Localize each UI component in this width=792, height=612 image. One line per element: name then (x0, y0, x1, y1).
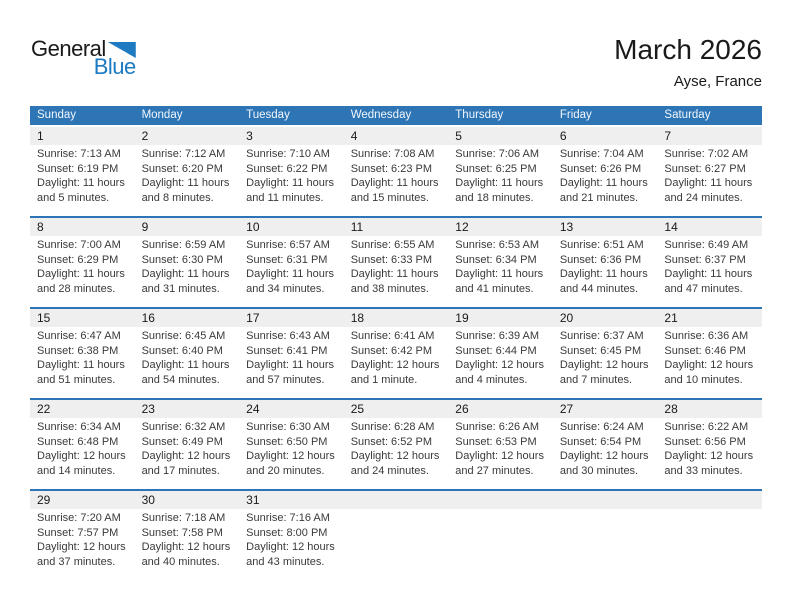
day-number: 15 (37, 311, 51, 325)
day-number: 19 (455, 311, 469, 325)
day-detail-line: Sunrise: 6:49 AM (664, 239, 749, 251)
logo (31, 38, 136, 77)
day-number: 16 (141, 311, 155, 325)
day-detail-line: and 18 minutes. (455, 191, 534, 204)
day-number: 28 (664, 402, 678, 416)
day-detail-line: Sunrise: 6:53 AM (455, 239, 540, 251)
day-number: 25 (350, 402, 365, 416)
day-detail-line: and 5 minutes. (37, 191, 110, 204)
day-detail-line: and 54 minutes. (141, 373, 220, 386)
day-detail-line: Daylight: 11 hours (141, 359, 230, 371)
day-number: 12 (455, 220, 469, 234)
weeks-container (30, 127, 762, 580)
day-cell (30, 147, 135, 205)
day-details-band (30, 145, 762, 216)
day-detail-line: Sunrise: 6:22 AM (664, 421, 749, 433)
day-detail-line: Sunrise: 7:02 AM (664, 148, 749, 160)
day-detail-line: and 1 minute. (350, 373, 418, 386)
day-number (657, 491, 762, 509)
day-detail-line: Sunset: 6:22 PM (246, 162, 328, 175)
day-cell (344, 147, 449, 205)
day-cell (239, 147, 344, 205)
day-cell (553, 147, 658, 205)
day-detail-line: Sunset: 6:37 PM (664, 253, 746, 266)
week-row (30, 216, 762, 307)
weekday-header-row (30, 106, 762, 125)
day-detail-line: and 41 minutes. (455, 282, 534, 295)
day-number: 4 (350, 129, 358, 143)
day-number: 29 (37, 493, 51, 507)
weekday-header-saturday: Saturday (664, 109, 711, 121)
day-cell (344, 511, 449, 569)
day-detail-line: and 43 minutes. (246, 555, 325, 568)
day-detail-line: and 21 minutes. (559, 191, 639, 204)
day-detail-line: Sunrise: 6:26 AM (455, 421, 540, 433)
day-detail-line: Sunset: 7:58 PM (141, 526, 223, 539)
day-detail-line: Sunrise: 6:39 AM (455, 330, 540, 342)
day-detail-line: and 57 minutes. (246, 373, 325, 386)
day-detail-line: Sunset: 6:20 PM (141, 162, 223, 175)
day-cell (657, 238, 762, 296)
day-detail-line: Daylight: 11 hours (455, 268, 544, 280)
day-cell (135, 511, 240, 569)
week-row (30, 307, 762, 398)
day-detail-line: Sunset: 6:36 PM (559, 253, 642, 266)
day-number: 14 (664, 220, 678, 234)
day-cell (239, 238, 344, 296)
day-detail-line: Sunrise: 7:16 AM (246, 512, 330, 524)
day-cell (344, 238, 449, 296)
day-cell (448, 238, 553, 296)
day-detail-line: and 27 minutes. (455, 464, 534, 477)
day-detail-line: Daylight: 11 hours (246, 177, 334, 189)
day-detail-line: Sunrise: 6:59 AM (141, 239, 226, 251)
day-detail-line: Sunrise: 7:04 AM (559, 148, 644, 160)
titles (614, 34, 762, 94)
day-detail-line: Sunset: 6:53 PM (455, 435, 537, 448)
day-number: 6 (559, 129, 567, 143)
day-detail-line: Daylight: 11 hours (141, 177, 230, 189)
day-number (344, 491, 449, 509)
week-row (30, 127, 762, 216)
day-number-band (30, 127, 762, 145)
day-detail-line: Daylight: 12 hours (455, 359, 544, 371)
day-cell (239, 420, 344, 478)
day-cell (30, 329, 135, 387)
day-number: 7 (664, 129, 672, 143)
day-details-band (30, 236, 762, 307)
day-detail-line: Sunset: 7:57 PM (37, 526, 119, 539)
day-detail-line: Daylight: 11 hours (246, 359, 334, 371)
day-detail-line: Sunset: 6:52 PM (350, 435, 433, 448)
day-detail-line: Sunset: 6:33 PM (350, 253, 433, 266)
week-row (30, 398, 762, 489)
day-detail-line: and 24 minutes. (350, 464, 429, 477)
day-number: 18 (350, 311, 365, 325)
day-detail-line: and 47 minutes. (664, 282, 743, 295)
day-number: 27 (559, 402, 574, 416)
day-cell (448, 147, 553, 205)
day-detail-line: Sunset: 6:46 PM (664, 344, 746, 357)
day-cell (657, 511, 762, 569)
day-cell (239, 511, 344, 569)
day-detail-line: and 30 minutes. (559, 464, 639, 477)
day-cell (135, 147, 240, 205)
day-number: 21 (664, 311, 678, 325)
day-detail-line: Sunrise: 6:55 AM (350, 239, 435, 251)
day-detail-line: Sunrise: 7:18 AM (141, 512, 226, 524)
day-detail-line: Daylight: 12 hours (350, 450, 440, 462)
day-detail-line: Daylight: 11 hours (37, 268, 125, 280)
day-detail-line: Sunrise: 6:45 AM (141, 330, 226, 342)
day-number-band (30, 218, 762, 236)
day-detail-line: Sunset: 6:29 PM (37, 253, 119, 266)
month-title: March 2026 (614, 34, 762, 65)
day-detail-line: Sunset: 6:23 PM (350, 162, 433, 175)
week-row (30, 489, 762, 580)
day-cell (553, 420, 658, 478)
day-detail-line: Sunset: 6:31 PM (246, 253, 328, 266)
day-detail-line: Daylight: 12 hours (350, 359, 440, 371)
day-detail-line: Sunset: 6:25 PM (455, 162, 537, 175)
day-detail-line: Sunrise: 6:51 AM (559, 239, 644, 251)
day-detail-line: Sunrise: 6:28 AM (350, 421, 435, 433)
day-details-band (30, 509, 762, 580)
day-detail-line: Sunrise: 6:47 AM (37, 330, 121, 342)
day-detail-line: Daylight: 12 hours (664, 359, 754, 371)
day-detail-line: Daylight: 12 hours (559, 450, 649, 462)
day-detail-line: Sunset: 6:56 PM (664, 435, 746, 448)
day-detail-line: and 10 minutes. (664, 373, 743, 386)
day-number (448, 491, 553, 509)
day-detail-line: Sunset: 6:19 PM (37, 162, 119, 175)
day-detail-line: Sunrise: 6:36 AM (664, 330, 749, 342)
day-detail-line: Sunrise: 6:34 AM (37, 421, 121, 433)
day-cell (30, 238, 135, 296)
day-detail-line: Daylight: 11 hours (350, 268, 439, 280)
day-detail-line: Daylight: 12 hours (37, 450, 126, 462)
day-number: 1 (37, 129, 44, 143)
day-detail-line: Sunrise: 6:41 AM (350, 330, 435, 342)
day-detail-line: Sunset: 6:34 PM (455, 253, 537, 266)
day-detail-line: Sunset: 8:00 PM (246, 526, 328, 539)
day-detail-line: Daylight: 12 hours (559, 359, 649, 371)
day-detail-line: Daylight: 11 hours (141, 268, 230, 280)
day-number: 24 (246, 402, 260, 416)
day-detail-line: Daylight: 12 hours (141, 450, 231, 462)
day-cell (657, 329, 762, 387)
day-detail-line: Sunrise: 7:12 AM (141, 148, 226, 160)
day-number: 5 (455, 129, 462, 143)
day-detail-line: Sunrise: 6:24 AM (559, 421, 644, 433)
day-detail-line: Daylight: 12 hours (141, 541, 231, 553)
day-number: 2 (141, 129, 149, 143)
weekday-header-monday: Monday (141, 109, 183, 121)
day-detail-line: Sunrise: 6:32 AM (141, 421, 226, 433)
day-detail-line: Daylight: 12 hours (246, 541, 335, 553)
day-detail-line: Sunrise: 7:13 AM (37, 148, 121, 160)
day-detail-line: Daylight: 12 hours (455, 450, 544, 462)
day-detail-line: Sunset: 6:41 PM (246, 344, 328, 357)
day-detail-line: and 37 minutes. (37, 555, 116, 568)
day-cell (448, 511, 553, 569)
day-cell (553, 238, 658, 296)
day-number: 26 (455, 402, 469, 416)
calendar-table (30, 106, 762, 580)
day-number: 31 (246, 493, 260, 507)
day-detail-line: Sunset: 6:45 PM (559, 344, 642, 357)
day-detail-line: Daylight: 11 hours (37, 177, 125, 189)
day-cell (657, 147, 762, 205)
day-cell (135, 329, 240, 387)
day-details-band (30, 327, 762, 398)
day-detail-line: Sunrise: 6:57 AM (246, 239, 330, 251)
day-cell (135, 238, 240, 296)
day-number: 8 (37, 220, 44, 234)
day-detail-line: and 31 minutes. (141, 282, 220, 295)
day-detail-line: Sunset: 6:30 PM (141, 253, 223, 266)
day-detail-line: and 40 minutes. (141, 555, 220, 568)
day-detail-line: and 11 minutes. (246, 191, 324, 204)
day-detail-line: and 34 minutes. (246, 282, 325, 295)
day-detail-line: Sunrise: 6:37 AM (559, 330, 644, 342)
location-subtitle: Ayse, France (673, 73, 762, 90)
day-detail-line: Daylight: 11 hours (664, 177, 753, 189)
day-cell (344, 329, 449, 387)
day-number: 17 (246, 311, 260, 325)
day-number: 20 (559, 311, 574, 325)
day-detail-line: Sunset: 6:26 PM (559, 162, 642, 175)
day-detail-line: Sunset: 6:50 PM (246, 435, 328, 448)
day-detail-line: and 33 minutes. (664, 464, 743, 477)
day-number: 30 (141, 493, 155, 507)
day-cell (344, 420, 449, 478)
day-detail-line: Sunrise: 7:06 AM (455, 148, 540, 160)
day-detail-line: Sunset: 6:42 PM (350, 344, 433, 357)
day-detail-line: Sunrise: 6:43 AM (246, 330, 330, 342)
day-detail-line: Daylight: 12 hours (37, 541, 126, 553)
day-number: 22 (37, 402, 51, 416)
day-detail-line: and 51 minutes. (37, 373, 116, 386)
day-detail-line: Sunset: 6:44 PM (455, 344, 537, 357)
day-cell (448, 420, 553, 478)
weekday-header-tuesday: Tuesday (246, 109, 290, 121)
day-detail-line: Sunset: 6:49 PM (141, 435, 223, 448)
day-cell (30, 420, 135, 478)
day-detail-line: Daylight: 11 hours (455, 177, 544, 189)
day-detail-line: Sunrise: 7:00 AM (37, 239, 121, 251)
day-number-band (30, 400, 762, 418)
day-detail-line: Sunrise: 7:10 AM (246, 148, 330, 160)
day-detail-line: and 38 minutes. (350, 282, 429, 295)
day-number (553, 491, 658, 509)
day-number-band (30, 491, 762, 509)
weekday-header-thursday: Thursday (455, 109, 504, 121)
day-cell (657, 420, 762, 478)
day-detail-line: Sunset: 6:54 PM (559, 435, 642, 448)
day-detail-line: Daylight: 12 hours (664, 450, 754, 462)
day-detail-line: Daylight: 11 hours (246, 268, 334, 280)
day-detail-line: and 7 minutes. (559, 373, 632, 386)
day-number: 3 (246, 129, 253, 143)
day-details-band (30, 418, 762, 489)
day-number: 11 (350, 220, 364, 234)
day-detail-line: Daylight: 12 hours (246, 450, 335, 462)
day-detail-line: and 17 minutes. (141, 464, 220, 477)
day-detail-line: Daylight: 11 hours (559, 177, 648, 189)
day-detail-line: and 20 minutes. (246, 464, 325, 477)
day-detail-line: Sunset: 6:40 PM (141, 344, 223, 357)
day-detail-line: and 24 minutes. (664, 191, 743, 204)
day-detail-line: Sunrise: 6:30 AM (246, 421, 330, 433)
day-number: 10 (246, 220, 260, 234)
day-detail-line: and 15 minutes. (350, 191, 429, 204)
day-detail-line: Daylight: 11 hours (559, 268, 648, 280)
day-cell (135, 420, 240, 478)
day-cell (553, 511, 658, 569)
logo-general-text: General (31, 36, 106, 61)
day-detail-line: Sunset: 6:27 PM (664, 162, 746, 175)
day-detail-line: and 28 minutes. (37, 282, 116, 295)
day-detail-line: Sunrise: 7:08 AM (350, 148, 435, 160)
day-number: 23 (141, 402, 155, 416)
day-detail-line: Daylight: 11 hours (37, 359, 125, 371)
logo-blue-text: Blue (93, 54, 136, 79)
day-detail-line: and 4 minutes. (455, 373, 528, 386)
day-number: 9 (141, 220, 149, 234)
day-cell (30, 511, 135, 569)
weekday-header-wednesday: Wednesday (350, 109, 412, 121)
day-cell (448, 329, 553, 387)
day-detail-line: and 8 minutes. (141, 191, 214, 204)
day-cell (239, 329, 344, 387)
day-detail-line: Daylight: 11 hours (664, 268, 753, 280)
day-number: 13 (559, 220, 574, 234)
day-detail-line: Sunrise: 7:20 AM (37, 512, 121, 524)
weekday-header-sunday: Sunday (37, 109, 77, 121)
day-detail-line: Sunset: 6:38 PM (37, 344, 119, 357)
weekday-header-friday: Friday (559, 109, 592, 121)
day-detail-line: Daylight: 11 hours (350, 177, 439, 189)
day-number-band (30, 309, 762, 327)
day-cell (553, 329, 658, 387)
day-detail-line: and 44 minutes. (559, 282, 639, 295)
day-detail-line: and 14 minutes. (37, 464, 116, 477)
day-detail-line: Sunset: 6:48 PM (37, 435, 119, 448)
